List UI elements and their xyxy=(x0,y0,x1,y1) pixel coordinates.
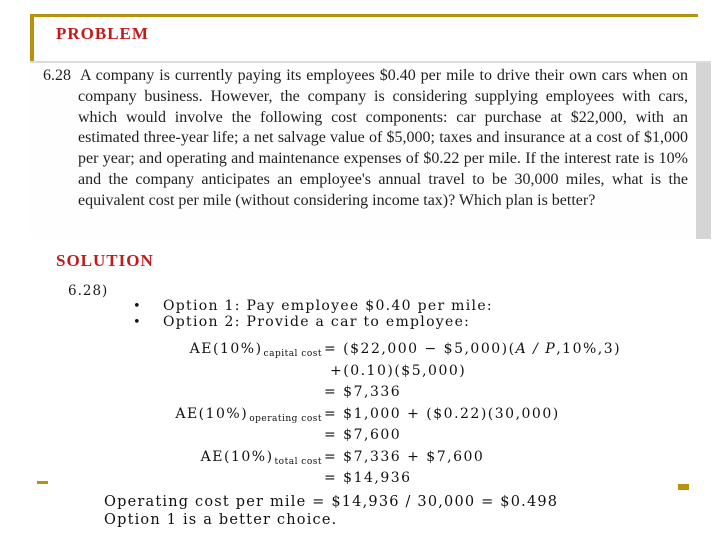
equation-rhs xyxy=(322,339,621,361)
option-list xyxy=(133,299,493,330)
equation-operating-cost xyxy=(170,404,621,426)
solution-number: 6.28) xyxy=(68,283,109,299)
equation-rhs-text: = $7,600 xyxy=(324,427,402,443)
equation-rhs-text: = $1,000 + ($0.22)(30,000) xyxy=(324,405,560,422)
equation-label: AE(10%) xyxy=(189,341,263,357)
equation-subscript: operating cost xyxy=(249,413,322,424)
option-2-label: Option 2: Provide a car to employee: xyxy=(163,313,471,330)
top-rule xyxy=(30,14,698,17)
bullet-icon: • xyxy=(133,314,142,330)
equation-capital-cost-result xyxy=(170,382,621,404)
bullet-icon: • xyxy=(133,299,142,314)
equation-label: AE(10%) xyxy=(175,405,249,422)
equation-lhs xyxy=(170,382,322,404)
footer-dash-left xyxy=(37,481,48,484)
equation-rhs xyxy=(322,361,466,383)
list-item-option-1 xyxy=(133,299,493,315)
problem-number: 6.28 xyxy=(43,67,71,84)
problem-body: A company is currently paying its employees $0.40 per mile to drive their own cars when on company business. However, the company is considering supplying employees with cars, which would involve the following cost components: car purchase at $22,000, with an estimated three-year life; a net salvage value of $5,000; taxes and insurance at a cost of $1,000 per year; and operating and maintenance expenses of $0.22 per mile. If the interest rate is 10% and the company anticipates an employee's annual travel to be 30,000 miles, what is the equivalent cost per mile (without considering income tax)? Which plan is better? xyxy=(78,67,688,209)
equation-label: AE(10%) xyxy=(200,448,274,465)
conclusion-cost-per-mile: Operating cost per mile = $14,936 / 30,000 = $0.498 xyxy=(104,494,559,510)
equation-lhs xyxy=(170,339,322,361)
problem-scan-image xyxy=(30,61,711,239)
equation-rhs-text: ,10%,3) xyxy=(556,341,622,357)
equation-block xyxy=(170,339,621,490)
equation-operating-cost-result xyxy=(170,425,621,447)
equation-rhs xyxy=(322,447,484,469)
equation-rhs-text: +(0.10)($5,000) xyxy=(330,362,467,379)
equation-lhs xyxy=(170,447,322,469)
scan-edge xyxy=(696,63,711,239)
equation-rhs xyxy=(322,425,401,447)
equation-lhs xyxy=(170,361,322,383)
equation-lhs xyxy=(170,468,322,490)
equation-rhs xyxy=(322,468,412,490)
equation-subscript: capital cost xyxy=(263,349,322,359)
equation-rhs-text: = ($22,000 − $5,000)( xyxy=(324,341,516,357)
option-1-label: Option 1: Pay employee $0.40 per mile: xyxy=(163,298,493,314)
equation-total-cost xyxy=(170,447,621,469)
equation-rhs-text: = $7,336 xyxy=(324,384,402,400)
problem-heading: PROBLEM xyxy=(56,24,149,43)
equation-capital-cost-cont xyxy=(170,361,621,383)
list-item-option-2 xyxy=(133,315,493,331)
equation-rhs xyxy=(322,382,401,404)
equation-rhs-text: = $14,936 xyxy=(324,470,412,486)
equation-lhs xyxy=(170,404,322,426)
equation-capital-cost xyxy=(170,339,621,361)
equation-factor-notation: A / P xyxy=(515,341,557,357)
footer-dash-right xyxy=(678,484,689,490)
equation-subscript: total cost xyxy=(274,456,322,467)
equation-total-cost-result xyxy=(170,468,621,490)
conclusion-better-option: Option 1 is a better choice. xyxy=(104,511,338,528)
equation-rhs-text: = $7,336 + $7,600 xyxy=(324,448,485,465)
problem-text xyxy=(43,66,688,212)
solution-heading: SOLUTION xyxy=(56,251,154,270)
equation-lhs xyxy=(170,425,322,447)
equation-rhs xyxy=(322,404,560,426)
conclusion xyxy=(104,494,558,529)
